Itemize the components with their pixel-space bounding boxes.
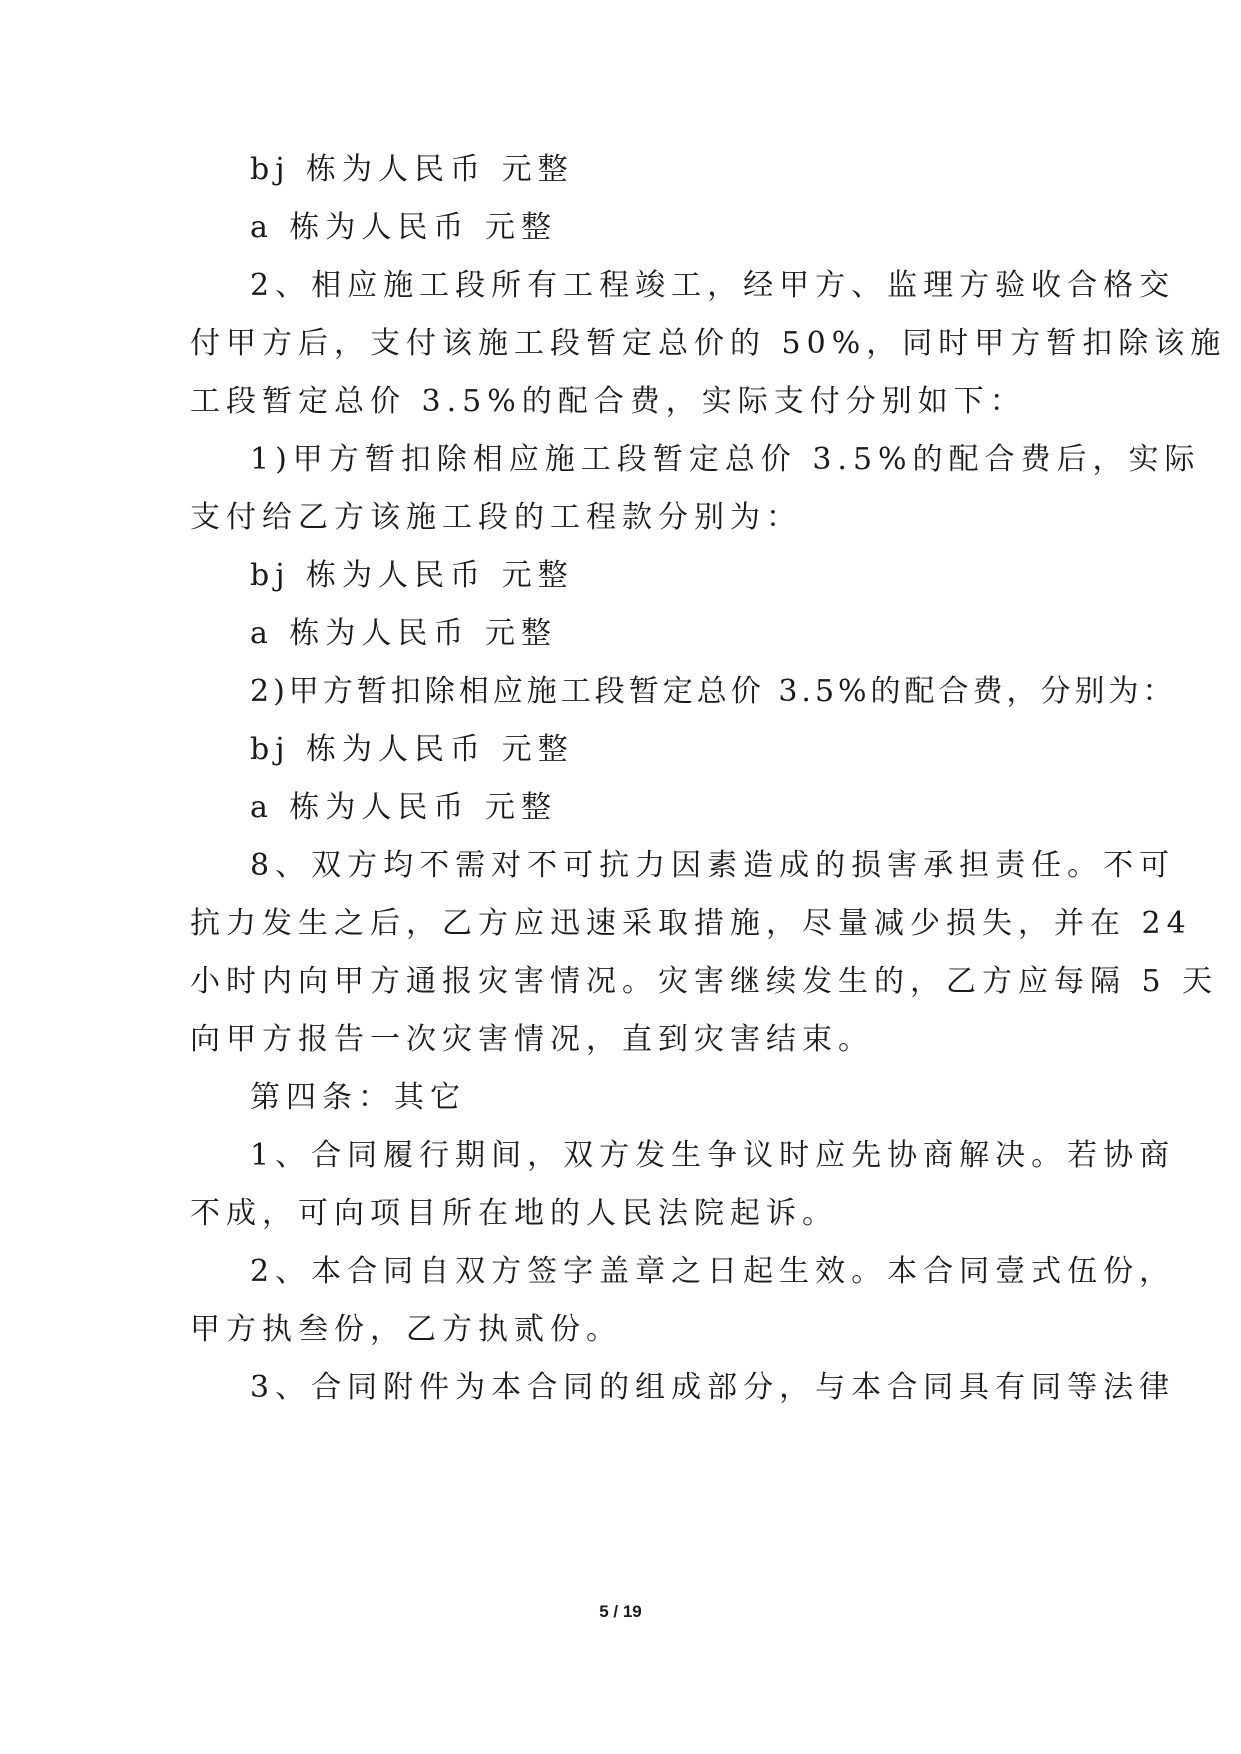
- text-line: a 栋为人民币 元整: [250, 616, 557, 651]
- text-line: 1)甲方暂扣除相应施工段暂定总价 3.5%的配合费后，实际: [250, 442, 1201, 477]
- text-line: a 栋为人民币 元整: [250, 790, 557, 825]
- text-line: 2、相应施工段所有工程竣工，经甲方、监理方验收合格交: [250, 268, 1176, 303]
- text-line: bj 栋为人民币 元整: [250, 558, 574, 593]
- text-line: bj 栋为人民币 元整: [250, 732, 574, 767]
- text-line: 3、合同附件为本合同的组成部分，与本合同具有同等法律: [250, 1370, 1176, 1405]
- text-line: 支付给乙方该施工段的工程款分别为：: [190, 500, 802, 535]
- text-line: 付甲方后，支付该施工段暂定总价的 50%，同时甲方暂扣除该施: [190, 326, 1227, 361]
- text-line: 小时内向甲方通报灾害情况。灾害继续发生的，乙方应每隔 5 天: [190, 964, 1219, 999]
- text-line: 2、本合同自双方签字盖章之日起生效。本合同壹式伍份，: [250, 1254, 1176, 1289]
- page-number: 5 / 19: [599, 1602, 642, 1621]
- text-line: 8、双方均不需对不可抗力因素造成的损害承担责任。不可: [250, 848, 1176, 883]
- text-line: 2)甲方暂扣除相应施工段暂定总价 3.5%的配合费，分别为：: [250, 674, 1177, 709]
- text-line: a 栋为人民币 元整: [250, 210, 557, 245]
- text-line: 不成，可向项目所在地的人民法院起诉。: [190, 1196, 838, 1231]
- text-line: 抗力发生之后，乙方应迅速采取措施，尽量减少损失，并在 24: [190, 906, 1192, 941]
- text-line: 甲方执叁份，乙方执贰份。: [190, 1312, 622, 1347]
- text-line: 向甲方报告一次灾害情况，直到灾害结束。: [190, 1022, 874, 1057]
- text-line: 工段暂定总价 3.5%的配合费，实际支付分别如下：: [190, 384, 1026, 419]
- text-line: bj 栋为人民币 元整: [250, 152, 574, 187]
- section-heading: 第四条：其它: [250, 1080, 466, 1115]
- text-line: 1、合同履行期间，双方发生争议时应先协商解决。若协商: [250, 1138, 1176, 1173]
